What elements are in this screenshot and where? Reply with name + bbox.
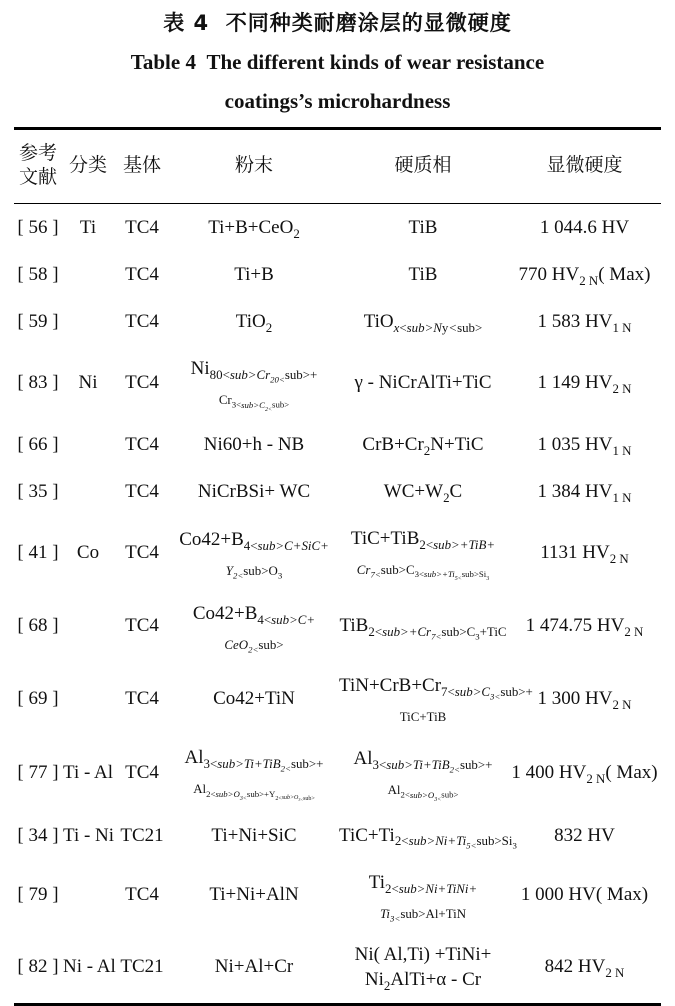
hardness-cell: 1 583 $HV_{1 N}$: [537, 311, 632, 336]
substrate-cell: TC4: [125, 480, 159, 502]
phase-cell: TiB: [408, 217, 438, 239]
class-cell: Ni: [78, 372, 98, 394]
ref-cell: [ 34 ]: [17, 824, 59, 846]
ref-cell: [ 58 ]: [17, 264, 59, 286]
powder-cell: $Co42+B_{4<sub>C+ CeO_{2<}sub>}$: [192, 602, 316, 655]
table-row: [14, 345, 661, 420]
table-caption-zh: 表 4 不同种类耐磨涂层的显微硬度: [163, 11, 512, 35]
table-row: [14, 590, 661, 662]
hardness-cell: 1 035 $HV_{1 N}$: [537, 433, 632, 458]
ref-cell: [ 79 ]: [17, 884, 59, 906]
powder-cell: Ti+B: [234, 264, 274, 286]
ref-cell: [ 56 ]: [17, 217, 59, 239]
class-cell: Ti: [79, 217, 97, 239]
table-row: [14, 204, 661, 252]
phase-cell: $WC+W_2C$: [383, 480, 463, 505]
ref-cell: [ 83 ]: [17, 372, 59, 394]
table-row: [14, 251, 661, 298]
class-cell: Co: [76, 541, 100, 563]
ref-cell: [ 77 ]: [17, 762, 59, 784]
class-cell: [62, 421, 114, 468]
hardness-cell: 1 474.75 $HV_{2 N}$: [525, 615, 644, 640]
ref-cell: [ 68 ]: [17, 615, 59, 637]
powder-cell: Co42+TiN: [213, 687, 295, 709]
powder-cell: Ti+Ni+AlN: [209, 884, 299, 906]
substrate-cell: TC4: [125, 372, 159, 394]
class-cell: Ti - Al: [63, 762, 113, 784]
hardness-cell: 1 000 HV( Max): [520, 884, 649, 906]
ref-cell: [ 82 ]: [17, 956, 59, 978]
class-cell: [62, 251, 114, 298]
hardness-cell: 832 HV: [554, 824, 615, 846]
substrate-cell: TC4: [125, 615, 159, 637]
hardness-cell: 1 149 $HV_{2 N}$: [537, 372, 632, 397]
table-row: [14, 734, 661, 811]
powder-cell: TiO$_2$: [235, 311, 273, 336]
table-row: [14, 421, 661, 468]
header-microhardness: 显微硬度: [508, 128, 661, 203]
header-row: [14, 128, 661, 203]
class-cell: [62, 662, 114, 734]
substrate-cell: TC4: [125, 687, 159, 709]
hardness-cell: 1 044.6 HV: [539, 217, 630, 239]
header-class: 分类: [62, 128, 114, 203]
powder-cell: Ti+Ni+SiC: [211, 824, 297, 846]
table-row: [14, 468, 661, 515]
hardness-cell: 842 $HV_{2 N}$: [544, 956, 625, 981]
class-cell: Ni - Al: [63, 956, 116, 978]
table-row: [14, 859, 661, 931]
ref-cell: [ 69 ]: [17, 687, 59, 709]
powder-cell: $Co42+B_{4<sub>C+SiC+ Y_{2<}sub>O_3}$: [179, 529, 329, 581]
phase-cell: γ - NiCrAlTi+TiC: [354, 372, 492, 394]
phase-cell: TiO$_{x<sub>Ny<sub>}$: [363, 311, 483, 336]
ref-cell: [ 35 ]: [17, 480, 59, 502]
microhardness-table: [14, 127, 661, 1006]
phase-cell: $Al_{3<sub>Ti+TiB_{2<}sub>+ Al_{2<sub>O_{3<}sub>}}$: [353, 748, 493, 803]
hardness-cell: 1 400 $HV_{2 N}$( Max): [511, 762, 658, 787]
table-row: [14, 298, 661, 345]
class-cell: [62, 859, 114, 931]
phase-cell: $TiN+CrB+Cr_{7<sub>C_{3<}sub>+ TiC+TiB}$: [339, 675, 533, 724]
phase-cell: $TiC+Ti_{2<sub>Ni+Ti_{5<}sub>Si_3}$: [339, 824, 517, 851]
class-cell: Ti - Ni: [63, 824, 115, 846]
substrate-cell: TC21: [120, 956, 164, 978]
table-caption-en-line2: coatings’s microhardness: [224, 88, 451, 113]
table-row: [14, 662, 661, 734]
substrate-cell: TC4: [125, 541, 159, 563]
phase-cell: Ni( Al,Ti) +TiNi+ $Ni_2AlTi+\alpha - Cr$: [354, 943, 492, 993]
substrate-cell: TC21: [120, 824, 164, 846]
table-header: [14, 128, 661, 203]
phase-cell: $CrB+Cr_2N+TiC$: [362, 433, 484, 458]
substrate-cell: TC4: [125, 884, 159, 906]
phase-cell: TiB$_{2<sub>+Cr_{7<}sub>C_3+TiC}$: [339, 615, 507, 642]
class-cell: [62, 298, 114, 345]
class-cell: [62, 468, 114, 515]
powder-cell: Ti+B+CeO$_2$: [208, 217, 300, 241]
substrate-cell: TC4: [125, 762, 159, 784]
header-hard-phase: 硬质相: [338, 128, 508, 203]
hardness-cell: 1 384 $HV_{1 N}$: [537, 480, 632, 505]
powder-cell: Ni+Al+Cr: [214, 956, 294, 978]
powder-cell: Ni60+h - NB: [203, 433, 305, 455]
header-substrate: 基体: [114, 128, 170, 203]
header-powder: 粉末: [170, 128, 338, 203]
substrate-cell: TC4: [125, 433, 159, 455]
substrate-cell: TC4: [125, 217, 159, 239]
powder-cell: $Ni_{80<sub>Cr_{20<}sub>+ Cr_{3<sub>C_{2<}sub>}}$: [190, 358, 318, 413]
substrate-cell: TC4: [125, 311, 159, 333]
table-body: [14, 204, 661, 1005]
ref-cell: [ 59 ]: [17, 311, 59, 333]
table-container: [14, 127, 661, 1006]
table-row: [14, 931, 661, 1005]
powder-cell: NiCrBSi+ WC: [197, 480, 311, 502]
table-row: [14, 812, 661, 859]
hardness-cell: 1 300 $HV_{2 N}$: [537, 687, 632, 712]
phase-cell: $Ti_{2<sub>Ni+TiNi+ Ti_{3<}sub>Al+TiN}$: [368, 871, 478, 924]
header-reference: 参考 文献: [14, 128, 62, 203]
hardness-cell: 770 $HV_{2 N}$( Max): [518, 264, 651, 288]
ref-cell: [ 66 ]: [17, 433, 59, 455]
table-caption-en-line1: Table 4 The different kinds of wear resistance: [130, 50, 545, 75]
phase-cell: TiB: [408, 264, 438, 286]
hardness-cell: 1131 $HV_{2 N}$: [540, 541, 629, 566]
table-row: [14, 515, 661, 590]
ref-cell: [ 41 ]: [17, 541, 59, 563]
phase-cell: TiC+TiB$_{2<sub>+TiB+ Cr_{7<}sub>C_{3<sub>+Ti_{5<}sub>Si_3}}$: [350, 527, 496, 582]
class-cell: [62, 590, 114, 662]
powder-cell: $Al_{3<sub>Ti+TiB_{2<}sub>+ Al_{2<sub>O_{3<}sub>+Y_{2<sub>O_{3<}sub>}}}$: [184, 747, 324, 803]
substrate-cell: TC4: [125, 264, 159, 286]
